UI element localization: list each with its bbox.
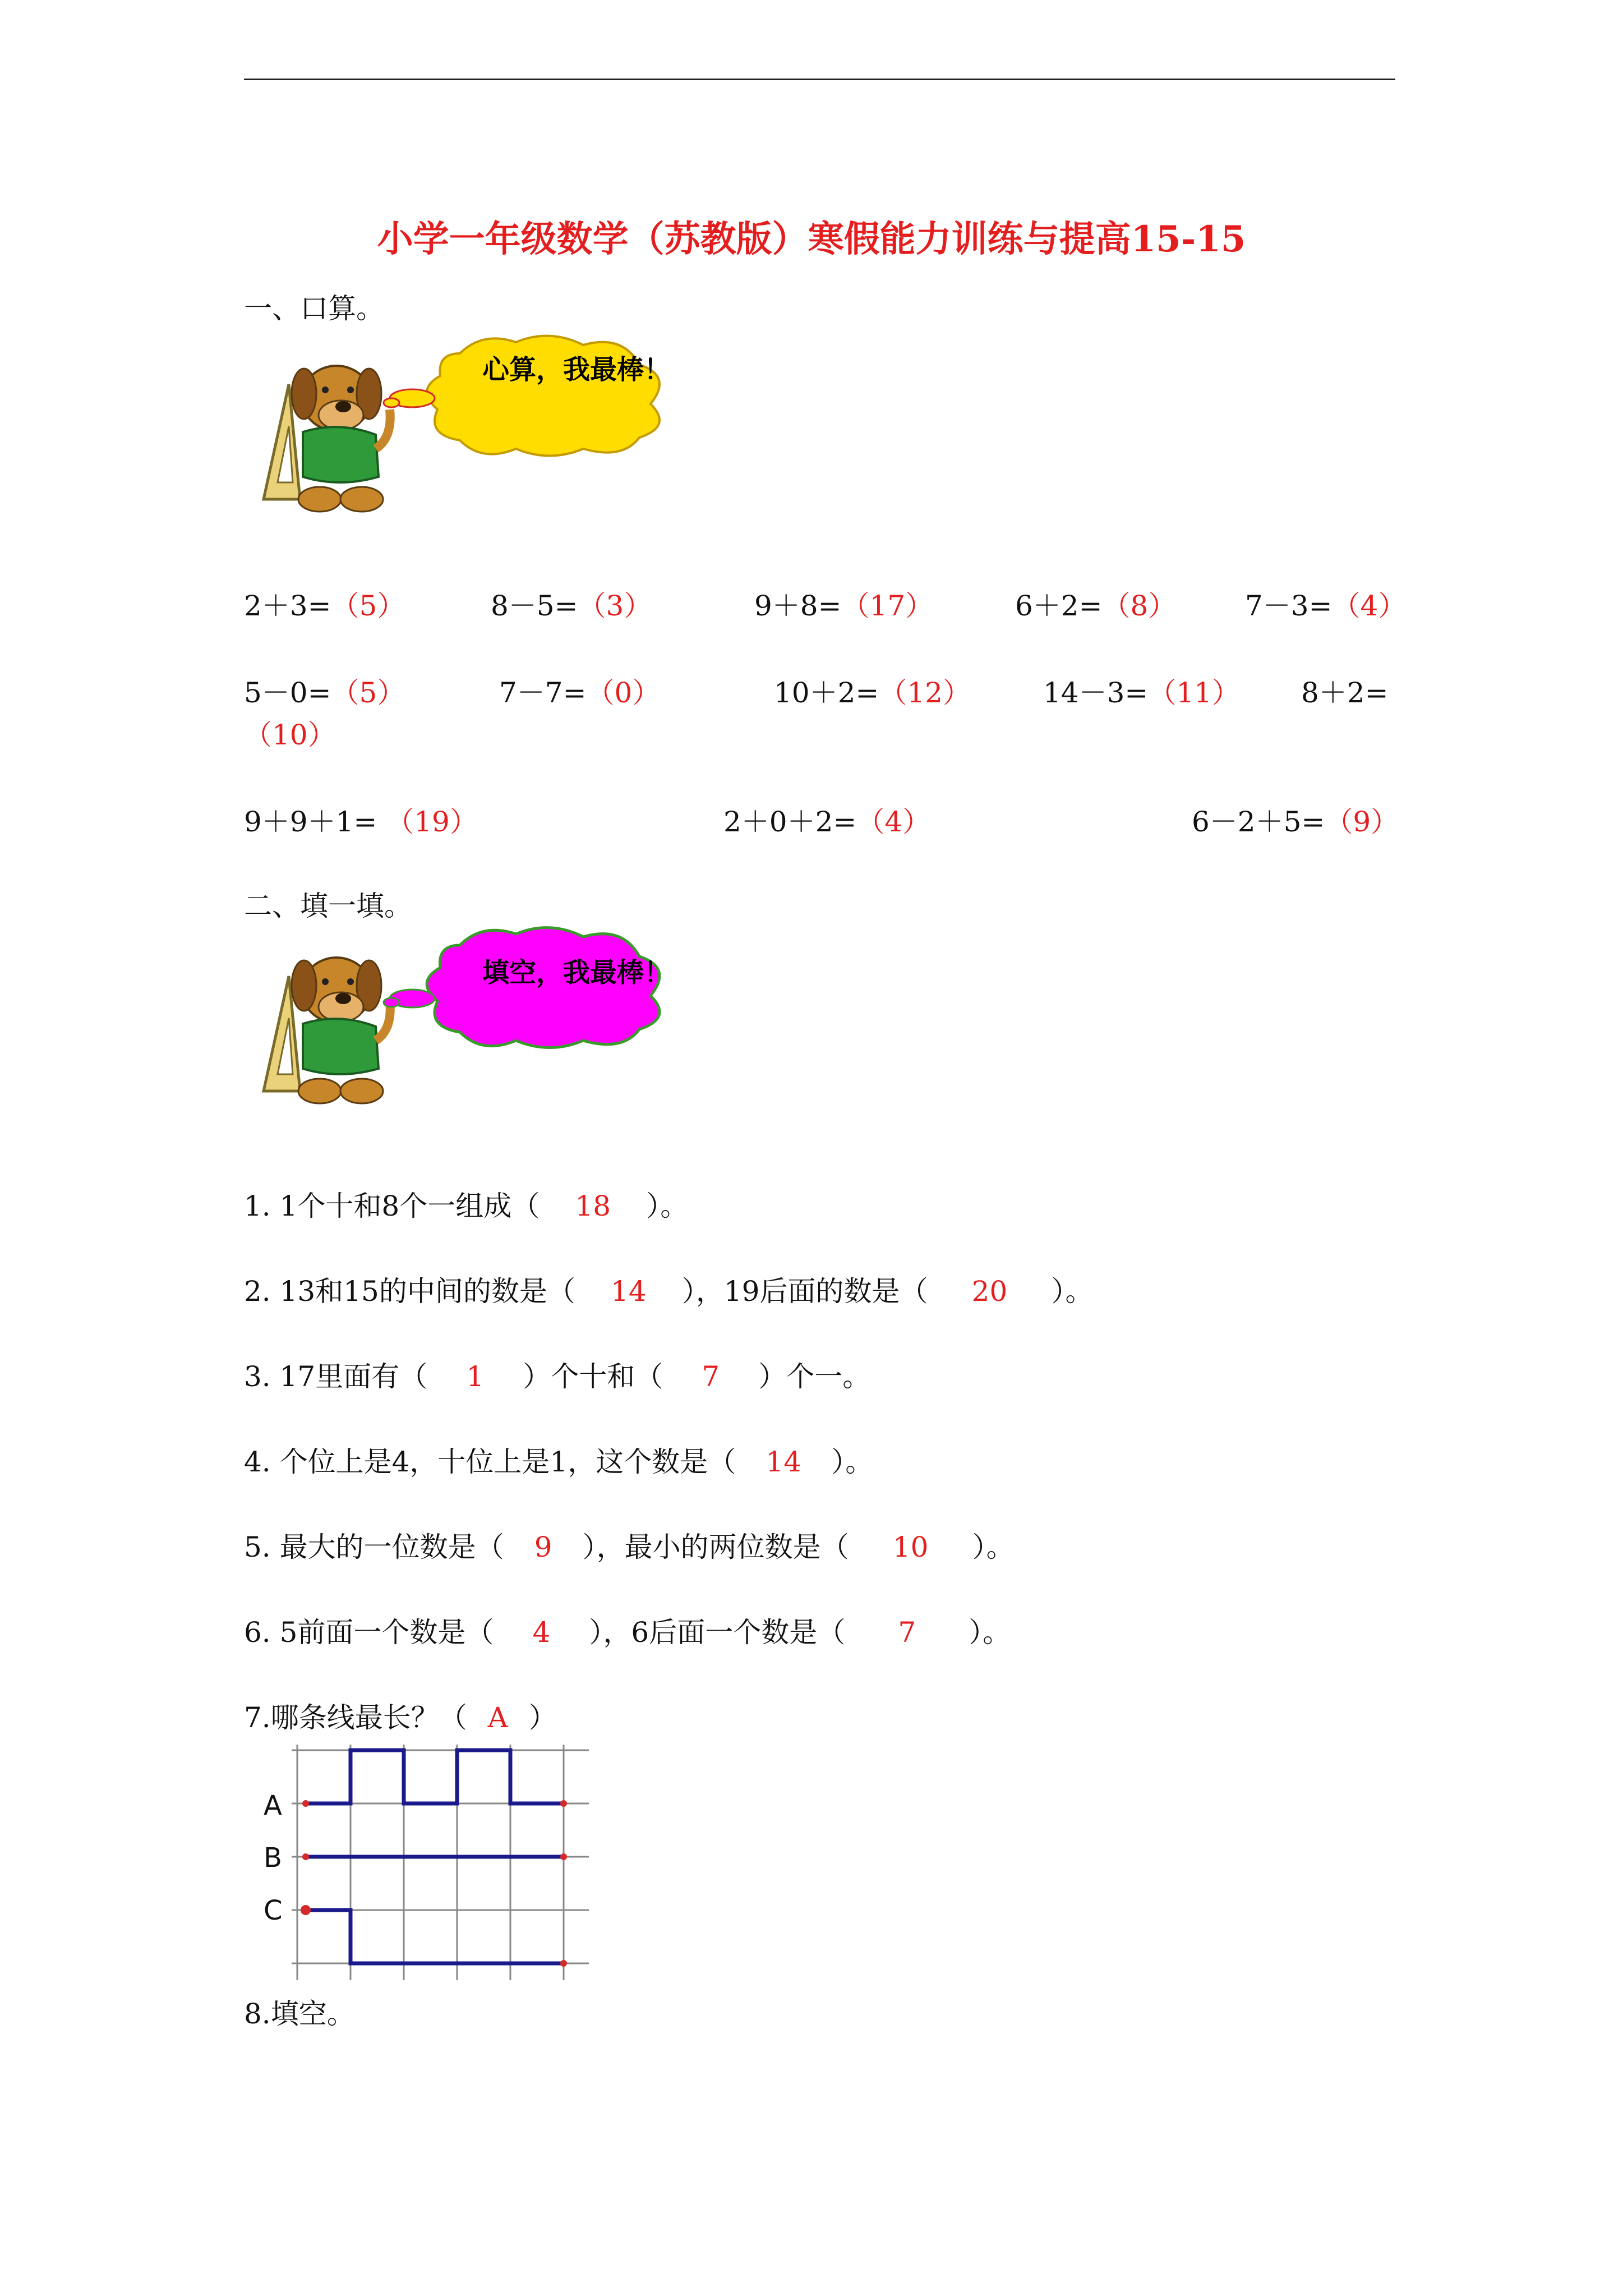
- page-title: 小学一年级数学（苏教版）寒假能力训练与提高15-15: [377, 218, 1246, 260]
- speech-cloud-icon: [384, 336, 671, 456]
- item-text: ），19后面的数是（: [681, 1275, 928, 1308]
- top-rule: [244, 79, 1395, 80]
- bubble-text-2: 填空，我最棒！: [482, 957, 671, 988]
- section-2-heading: 二、填一填。: [244, 890, 412, 922]
- fill-item-5: [244, 1525, 1015, 1565]
- item-text: ），最小的两位数是（: [582, 1531, 849, 1563]
- calc-answer: （8）: [1102, 590, 1177, 622]
- item-text: ）个十和（: [523, 1360, 663, 1393]
- item-text: ）: [528, 1701, 557, 1734]
- calc-answer: （10）: [244, 719, 336, 751]
- item-text: ）。: [831, 1446, 874, 1478]
- dog-teacher-icon: [292, 958, 390, 1103]
- calc-question: 8－5=: [491, 590, 578, 622]
- calc-answer: （5）: [331, 677, 405, 709]
- item-text: ），6后面一个数是（: [589, 1616, 846, 1649]
- section-1-heading: 一、口算。: [244, 292, 384, 325]
- grid-label-a: A: [264, 1790, 282, 1821]
- fill-item-4: [244, 1439, 873, 1480]
- line-a: [306, 1750, 564, 1803]
- item-answer: A: [487, 1701, 508, 1734]
- calc-question: 8＋2=: [1301, 677, 1389, 709]
- grid-label-c: C: [264, 1895, 283, 1926]
- calc-answer: （4）: [1332, 590, 1407, 622]
- calc-answer: （12）: [879, 677, 971, 709]
- item-text: 1. 1个十和8个一组成（: [244, 1190, 540, 1222]
- fill-item-6: [244, 1610, 1011, 1650]
- item-answer: 4: [532, 1616, 551, 1649]
- calc-question: 2＋3=: [244, 590, 331, 622]
- fill-item-1: [244, 1184, 688, 1224]
- calc-question: 7－3=: [1245, 590, 1332, 622]
- item-answer: 14: [611, 1275, 647, 1308]
- item-text: 3. 17里面有（: [244, 1360, 428, 1393]
- item-answer: 1: [466, 1360, 485, 1393]
- fill-item-7: [244, 1695, 557, 1736]
- item-answer: 7: [898, 1616, 916, 1649]
- calc-question: 14－3=: [1043, 677, 1149, 709]
- dog-teacher-icon: [292, 366, 390, 512]
- calc-question: 7－7=: [499, 677, 587, 709]
- calc-answer: （0）: [586, 677, 661, 709]
- item-text: ）。: [969, 1616, 1011, 1649]
- item-text: 5. 最大的一位数是（: [244, 1531, 504, 1563]
- speech-cloud-icon: [384, 928, 671, 1048]
- item-answer: 7: [702, 1360, 720, 1393]
- fill-item-2: [244, 1269, 1093, 1309]
- calc-question: 6－2＋5=: [1192, 806, 1325, 838]
- bubble-text-1: 心算，我最棒！: [482, 354, 671, 385]
- calc-answer: （3）: [578, 590, 652, 622]
- item-text: ）。: [646, 1190, 689, 1222]
- item-answer: 14: [766, 1446, 802, 1478]
- item-text: 4. 个位上是4，十位上是1，这个数是（: [244, 1446, 736, 1478]
- grid-label-b: B: [264, 1842, 282, 1874]
- calc-answer: （11）: [1148, 677, 1240, 709]
- item-answer: 20: [971, 1275, 1008, 1308]
- calc-question: 9＋9＋1=: [244, 806, 377, 838]
- item-answer: 9: [534, 1531, 552, 1563]
- fill-blank-illustration: [247, 923, 785, 1114]
- fill-item-3: [244, 1354, 870, 1395]
- line-length-grid: [258, 1739, 606, 1991]
- calc-answer: （4）: [856, 806, 931, 838]
- calc-question: 9＋8=: [754, 590, 842, 622]
- calc-question: 5－0=: [244, 677, 331, 709]
- calc-question: 10＋2=: [774, 677, 879, 709]
- calc-question: 6＋2=: [1015, 590, 1103, 622]
- calc-answer: （19）: [377, 806, 478, 838]
- item-text: 2. 13和15的中间的数是（: [244, 1275, 575, 1308]
- item-answer: 18: [575, 1190, 611, 1222]
- mental-math-illustration: [247, 331, 785, 522]
- fill-item-8: 8.填空。: [244, 1998, 355, 2030]
- item-text: ）。: [972, 1531, 1015, 1563]
- calc-answer: （17）: [841, 590, 934, 622]
- item-answer: 10: [892, 1531, 929, 1563]
- item-text: ）。: [1051, 1275, 1094, 1308]
- line-c: [306, 1910, 564, 1963]
- item-text: 7.哪条线最长？（: [244, 1701, 467, 1734]
- item-text: 6. 5前面一个数是（: [244, 1616, 494, 1649]
- calc-answer: （5）: [331, 590, 405, 622]
- calc-answer: （9）: [1325, 806, 1399, 838]
- item-text: ）个一。: [758, 1360, 871, 1393]
- calc-question: 2＋0＋2=: [723, 806, 857, 838]
